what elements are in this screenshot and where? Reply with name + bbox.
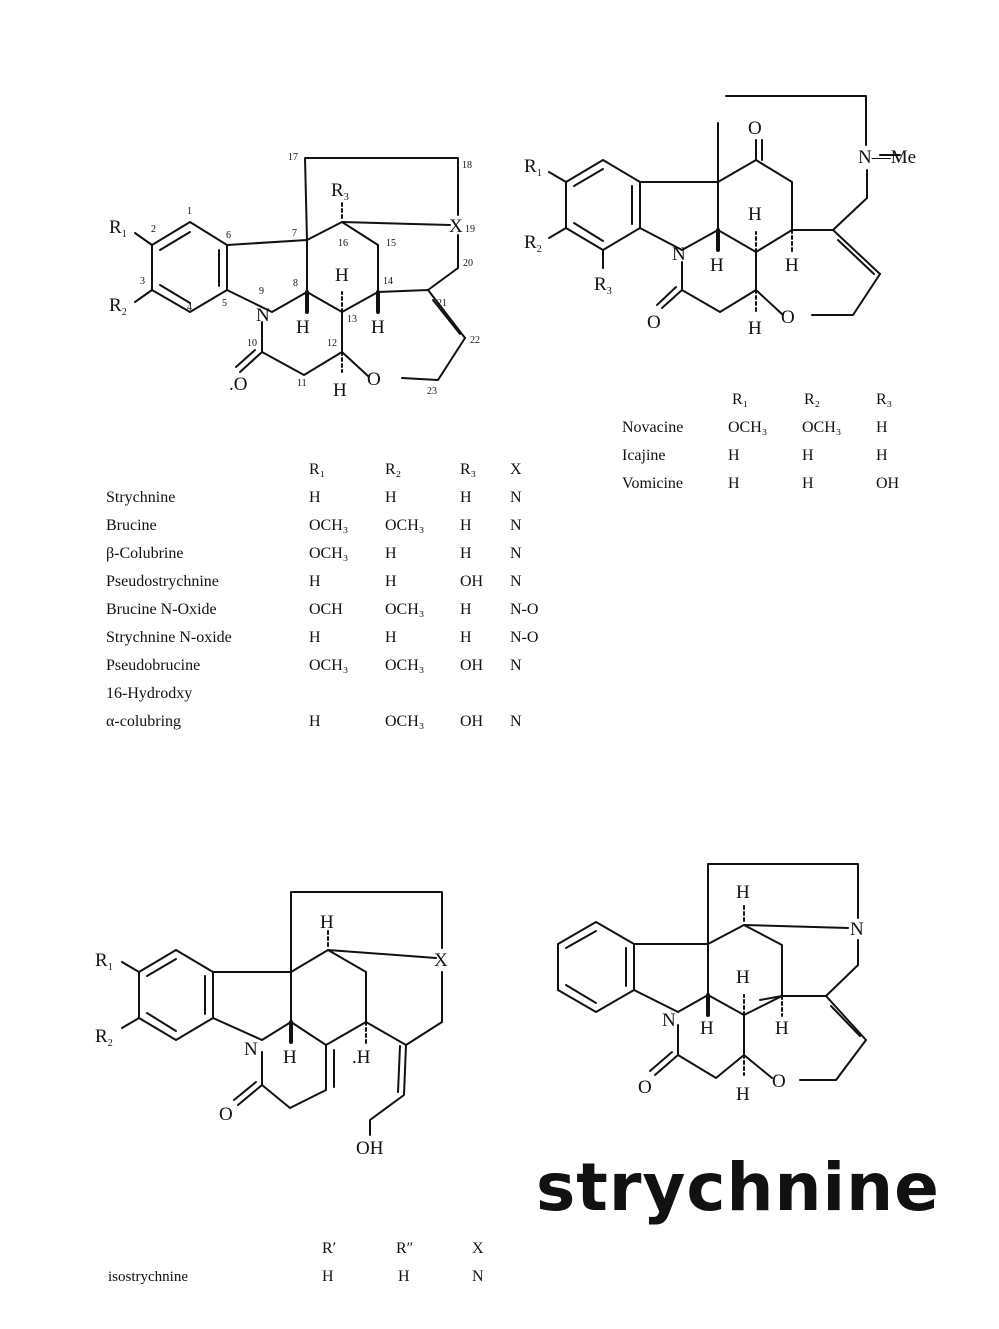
svg-text:19: 19 [465, 224, 475, 235]
row-r1: H [728, 475, 740, 492]
s2-n: N [672, 244, 686, 265]
row-name: isostrychnine [108, 1269, 188, 1285]
svg-text:7: 7 [292, 228, 297, 239]
table-row [108, 1263, 508, 1291]
svg-text:9: 9 [259, 286, 264, 297]
row-r3: OH [876, 475, 900, 492]
row-r3: H [876, 419, 888, 436]
svg-text:13: 13 [347, 314, 357, 325]
row-x: N-O [510, 601, 539, 618]
table-row [106, 708, 566, 736]
row-r1: H [309, 489, 321, 506]
s1-h13: H [335, 265, 349, 286]
s2-o-ether: O [781, 307, 795, 328]
structure-1-bonds [135, 158, 465, 380]
row-r3: OH [460, 573, 484, 590]
page-title: strychnine [536, 1149, 940, 1226]
row-r1: H [309, 573, 321, 590]
s4-n: N [662, 1010, 676, 1031]
row-name: α-colubring [106, 713, 182, 730]
svg-text:6: 6 [226, 230, 231, 241]
s2-r3: $R_3$ [594, 274, 612, 297]
row-r2: OCH₃ [802, 419, 842, 436]
s3-h-n: H [283, 1047, 297, 1068]
svg-text:2: 2 [151, 224, 156, 235]
row-r3: H [876, 447, 888, 464]
s2-h-a: H [748, 204, 762, 225]
row-r2: H [385, 573, 397, 590]
row-name: Strychnine N-oxide [106, 629, 232, 646]
s2-h-d: H [748, 318, 762, 339]
s4-h-mid: H [736, 967, 750, 988]
s1-n: N [256, 305, 270, 326]
table-row [106, 568, 566, 596]
row-r2: OCH₃ [385, 657, 425, 674]
s3-o-carbonyl: O [219, 1104, 233, 1125]
row-name: Brucine N-Oxide [106, 601, 217, 618]
s1-x: X [449, 216, 463, 237]
row-r1: H [309, 629, 321, 646]
table-3-header [108, 1235, 508, 1263]
row-r2: H [385, 629, 397, 646]
table-row [106, 652, 566, 680]
table-row [622, 442, 922, 470]
table-2-header [622, 386, 922, 414]
svg-text:8: 8 [293, 278, 298, 289]
s2-o-carbonyl: O [647, 312, 661, 333]
row-r1: OCH [309, 601, 343, 618]
table-row [106, 624, 566, 652]
structure-3-stereo [291, 928, 366, 1044]
svg-text:16: 16 [338, 238, 348, 249]
table-1-header [106, 456, 566, 484]
s1-r3: $R_3$ [331, 180, 349, 203]
table-2-header-r1: R₁ [732, 391, 749, 408]
row-r3: H [460, 517, 472, 534]
row-r2: OCH₃ [385, 713, 425, 730]
s1-h8: H [296, 317, 310, 338]
s2-r1: $R_1$ [524, 156, 542, 179]
svg-text:12: 12 [327, 338, 337, 349]
table-row [622, 470, 922, 498]
row-name: Brucine [106, 517, 157, 534]
svg-text:17: 17 [288, 152, 298, 163]
row-r2: H [385, 545, 397, 562]
row-x: N [510, 517, 522, 534]
s1-atom-numbers [140, 152, 480, 397]
s3-h-top: H [320, 912, 334, 933]
row-x: N [510, 713, 522, 730]
s4-o-ether: O [772, 1071, 786, 1092]
s2-h-b: H [710, 255, 724, 276]
s4-h-b: H [775, 1018, 789, 1039]
table-row [106, 596, 566, 624]
s3-h-r: .H [352, 1047, 371, 1068]
svg-text:3: 3 [140, 276, 145, 287]
structure-3-labels [95, 912, 448, 1159]
svg-text:14: 14 [383, 276, 393, 287]
row-x: N [510, 489, 522, 506]
svg-text:1: 1 [187, 206, 192, 217]
row-name: Pseudostrychnine [106, 573, 219, 590]
table-row [106, 680, 566, 708]
row-name: Icajine [622, 447, 666, 464]
s1-h12: H [333, 380, 347, 401]
table-2-header-r3: R₃ [876, 391, 893, 408]
table-row [106, 484, 566, 512]
svg-text:20: 20 [463, 258, 473, 269]
row-r3: H [460, 545, 472, 562]
row-r3: H [460, 489, 472, 506]
table-3-header-r2: R″ [396, 1240, 414, 1257]
svg-text:23: 23 [427, 386, 437, 397]
structure-4-bonds [558, 864, 866, 1080]
table-3 [108, 1235, 508, 1291]
svg-text:11: 11 [297, 378, 307, 389]
table-1-header-r2: R₂ [385, 461, 402, 478]
s2-r2: $R_2$ [524, 232, 542, 255]
svg-text:18: 18 [462, 160, 472, 171]
row-r3: OH [460, 657, 484, 674]
svg-text:4: 4 [187, 302, 192, 313]
row-r2: H [385, 489, 397, 506]
s1-r1: $R_1$ [109, 217, 127, 240]
structure-1-labels [109, 152, 480, 401]
s2-n-me: N—Me [858, 147, 917, 168]
row-name: Pseudobrucine [106, 657, 201, 674]
structure-3-bonds [122, 892, 442, 1135]
row-x: N [510, 573, 522, 590]
table-2-header-r2: R₂ [804, 391, 821, 408]
svg-text:5: 5 [222, 298, 227, 309]
row-x: N [510, 545, 522, 562]
s3-r2: $R_2$ [95, 1026, 113, 1049]
row-r2: H [398, 1268, 410, 1285]
row-r2: OCH₃ [385, 601, 425, 618]
row-r1: OCH₃ [728, 419, 768, 436]
row-r1: H [309, 713, 321, 730]
s4-h-a: H [700, 1018, 714, 1039]
table-3-header-r1: R′ [322, 1240, 337, 1257]
s3-n: N [244, 1039, 258, 1060]
s1-o-carbonyl: .O [229, 374, 248, 395]
table-1-header-r1: R₁ [309, 461, 326, 478]
table-row [106, 512, 566, 540]
structure-4-labels [638, 882, 864, 1105]
table-1-header-r3: R₃ [460, 461, 477, 478]
row-r3: OH [460, 713, 484, 730]
row-name: Strychnine [106, 489, 176, 506]
s1-o-ether: O [367, 369, 381, 390]
table-row [106, 540, 566, 568]
row-name: 16-Hydrodxy [106, 685, 193, 702]
row-r3: H [460, 601, 472, 618]
row-x: N [472, 1268, 484, 1285]
table-row [622, 414, 922, 442]
row-x: N-O [510, 629, 539, 646]
svg-text:10: 10 [247, 338, 257, 349]
row-name: Novacine [622, 419, 684, 436]
row-r2: OCH₃ [385, 517, 425, 534]
s3-x: X [434, 950, 448, 971]
table-3-header-x: X [472, 1240, 484, 1257]
row-r1: H [322, 1268, 334, 1285]
svg-text:22: 22 [470, 335, 480, 346]
row-name: β-Colubrine [106, 545, 184, 562]
row-r2: H [802, 447, 814, 464]
s4-h-c: H [736, 1084, 750, 1105]
s3-oh: OH [356, 1138, 384, 1159]
row-r3: H [460, 629, 472, 646]
s4-h-top: H [736, 882, 750, 903]
row-x: N [510, 657, 522, 674]
s4-o-carbonyl: O [638, 1077, 652, 1098]
s1-h14: H [371, 317, 385, 338]
s4-n-right: N [850, 919, 864, 940]
row-r2: H [802, 475, 814, 492]
s1-r2: $R_2$ [109, 295, 127, 318]
table-1 [106, 456, 566, 736]
row-r1: H [728, 447, 740, 464]
s2-h-c: H [785, 255, 799, 276]
s3-r1: $R_1$ [95, 950, 113, 973]
row-r1: OCH₃ [309, 545, 349, 562]
table-2 [622, 386, 922, 498]
svg-text:21: 21 [437, 298, 447, 309]
row-name: Vomicine [622, 475, 684, 492]
table-1-header-x: X [510, 461, 522, 478]
svg-text:15: 15 [386, 238, 396, 249]
row-r1: OCH₃ [309, 657, 349, 674]
row-r1: OCH₃ [309, 517, 349, 534]
s2-o-top: O [748, 118, 762, 139]
